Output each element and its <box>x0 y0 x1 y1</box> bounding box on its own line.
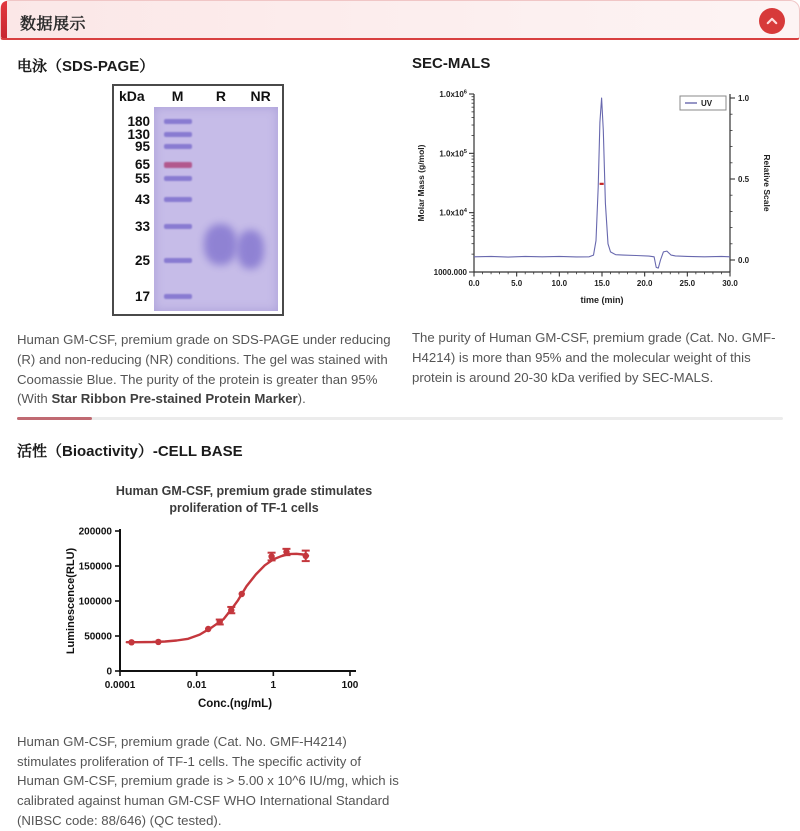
marker-band-180 <box>164 119 192 124</box>
svg-text:20.0: 20.0 <box>636 279 653 288</box>
divider-accent <box>17 417 92 420</box>
sample-band-R <box>204 224 237 265</box>
svg-text:0.0: 0.0 <box>738 256 750 265</box>
svg-text:Relative Scale: Relative Scale <box>762 154 772 212</box>
svg-text:5.0: 5.0 <box>511 279 523 288</box>
svg-text:10.0: 10.0 <box>551 279 568 288</box>
gel-panel <box>112 84 284 316</box>
marker-band-65 <box>164 162 192 168</box>
sds-page-caption: Human GM-CSF, premium grade on SDS-PAGE under reducing (R) and non-reducing (NR) conditions. The gel was stained with Coomassie Blue. The purity of the protein is greater than 95% (With Star Ribbon Pre-stained Protein Marker). <box>17 332 391 407</box>
sec-mals-chart <box>412 80 787 320</box>
sample-band-NR <box>237 230 264 269</box>
marker-band-43 <box>164 197 192 202</box>
ladder-label-17: 17 <box>134 289 150 305</box>
gel-lane-label-R: R <box>215 88 227 104</box>
svg-text:Conc.(ng/mL): Conc.(ng/mL) <box>197 697 273 710</box>
sec-mals-heading: SEC-MALS <box>412 55 491 72</box>
svg-text:30.0: 30.0 <box>722 279 738 288</box>
header-accent-bar <box>1 1 7 38</box>
collapse-button[interactable] <box>759 8 785 34</box>
ladder-label-25: 25 <box>134 253 150 269</box>
ladder-label-95: 95 <box>134 139 150 155</box>
svg-text:0.5: 0.5 <box>738 175 750 184</box>
sds-page-section <box>17 55 400 409</box>
svg-text:150000: 150000 <box>78 561 112 573</box>
sds-page-heading: 电泳（SDS-PAGE） <box>17 58 155 75</box>
marker-band-33 <box>164 224 192 229</box>
marker-band-25 <box>164 258 192 263</box>
ladder-label-65: 65 <box>134 156 150 172</box>
page-title: 数据展示 <box>20 16 87 33</box>
svg-text:25.0: 25.0 <box>679 279 696 288</box>
ladder-label-43: 43 <box>134 192 150 208</box>
ladder-label-55: 55 <box>134 170 150 186</box>
ladder-label-180: 180 <box>127 113 150 129</box>
ladder-label-130: 130 <box>127 126 150 142</box>
svg-text:100000: 100000 <box>78 596 112 608</box>
svg-text:200000: 200000 <box>78 526 112 538</box>
ladder-label-33: 33 <box>134 218 150 234</box>
marker-band-17 <box>164 294 192 299</box>
svg-text:Molar Mass (g/mol): Molar Mass (g/mol) <box>416 144 426 222</box>
marker-band-130 <box>164 132 192 137</box>
svg-text:Luminescence(RLU): Luminescence(RLU) <box>65 547 77 654</box>
gel-image <box>154 107 278 311</box>
svg-text:100: 100 <box>341 679 359 691</box>
gel-lane-label-M: M <box>171 88 184 104</box>
gel-lane-label-NR: NR <box>250 88 271 104</box>
sec-mals-caption: The purity of Human GM-CSF, premium grade (Cat. No. GMF-H4214) is more than 95% and the molecular weight of this protein is around 20-30 kDa verified by SEC-MALS. <box>412 330 776 385</box>
bioactivity-caption: Human GM-CSF, premium grade (Cat. No. GMF-H4214) stimulates proliferation of TF-1 cells. The specific activity of Human GM-CSF, premium grade is > 5.00 x 10^6 IU/mg, which is calibrated against human GM-CSF WHO International Standard (NIBSC code: 88/646) (QC tested). <box>17 733 399 828</box>
section-divider <box>17 417 783 420</box>
svg-text:15.0: 15.0 <box>594 279 610 288</box>
bioactivity-heading: 活性（Bioactivity）-CELL BASE <box>17 443 243 460</box>
bioactivity-section <box>17 440 785 831</box>
svg-text:1000.000: 1000.000 <box>433 268 467 277</box>
gel-unit-label: kDa <box>119 88 145 104</box>
svg-text:0.01: 0.01 <box>186 679 207 691</box>
svg-text:1.0x106: $1.0x10^6$ <box>439 89 467 99</box>
section-header <box>0 0 800 40</box>
chevron-up-icon <box>761 10 783 32</box>
marker-band-55 <box>164 176 192 181</box>
svg-text:time (min): time (min) <box>580 295 624 305</box>
svg-text:1.0x104: $1.0x10^4$ <box>439 208 467 218</box>
svg-text:0.0: 0.0 <box>468 279 480 288</box>
svg-text:1.0x105: $1.0x10^5$ <box>439 148 467 159</box>
svg-text:0: 0 <box>106 666 112 678</box>
svg-text:50000: 50000 <box>84 631 112 643</box>
marker-band-95 <box>164 144 192 149</box>
sec-mals-section <box>412 55 790 387</box>
svg-text:1.0: 1.0 <box>738 94 750 103</box>
bioactivity-chart-title: Human GM-CSF, premium grade stimulates proliferation of TF-1 cells <box>115 484 373 515</box>
svg-text:1: 1 <box>270 679 277 691</box>
svg-text:UV: UV <box>701 99 713 108</box>
svg-text:0.0001: 0.0001 <box>104 679 136 691</box>
sds-page-gel-figure <box>112 84 400 316</box>
bioactivity-chart <box>60 519 410 724</box>
